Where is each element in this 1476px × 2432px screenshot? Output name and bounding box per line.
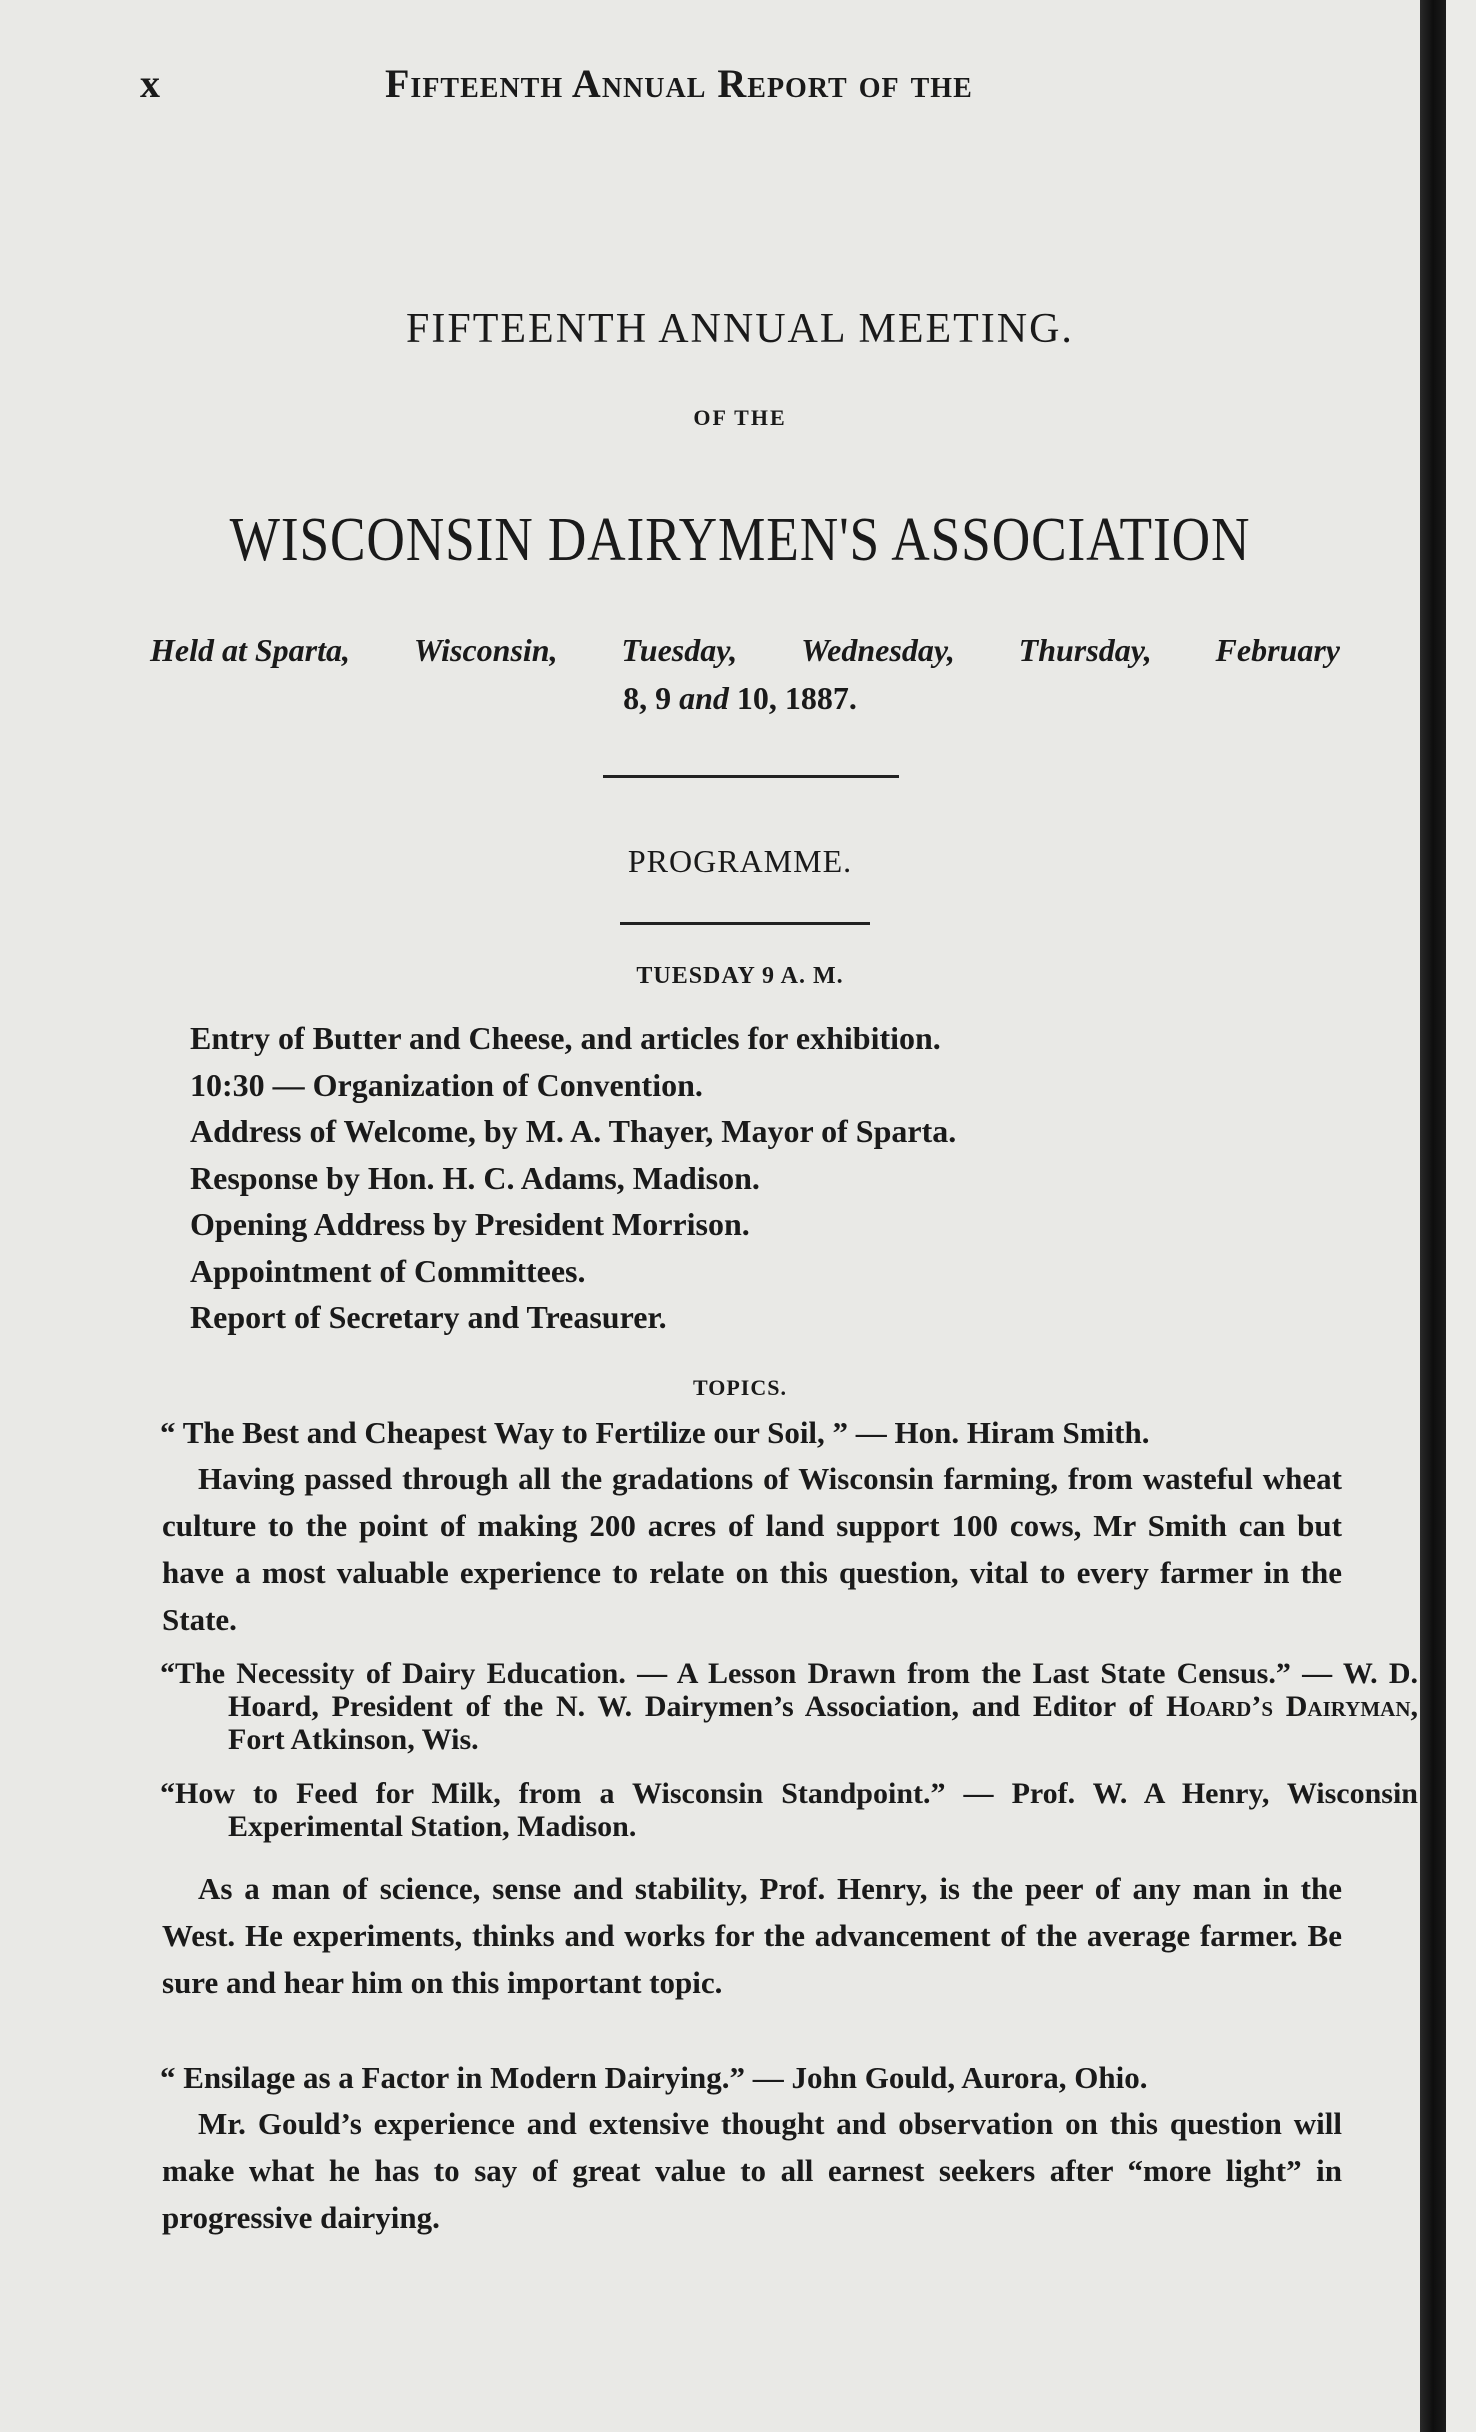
held-word: February: [1215, 632, 1340, 668]
schedule-item: Report of Secretary and Treasurer.: [190, 1299, 667, 1335]
schedule-list: [190, 1015, 1340, 1341]
schedule-item: Appointment of Committees.: [190, 1252, 586, 1289]
divider-rule: [603, 775, 899, 778]
of-the-heading: OF THE: [693, 405, 787, 430]
topic-description: Mr. Gould’s experience and extensive thought and observation on this question will make what he has to say of great value to all earnest seekers after “more light” in progressive dairying.: [162, 2106, 1342, 2235]
dates-and: and: [679, 680, 729, 716]
held-word: Wednesday,: [801, 632, 955, 668]
held-word: Held at Sparta,: [150, 632, 351, 668]
topic-title: “ Ensilage as a Factor in Modern Dairying.” — John Gould, Aurora, Ohio.: [160, 2060, 1148, 2095]
schedule-item: Opening Address by President Morrison.: [190, 1206, 750, 1242]
schedule-item: Response by Hon. H. C. Adams, Madison.: [190, 1159, 760, 1196]
topic-title: [160, 1657, 1418, 1756]
schedule-item: 10:30 — Organization of Convention.: [190, 1066, 703, 1103]
dates-last: 10, 1887.: [736, 680, 857, 716]
topic-description: As a man of science, sense and stability, Prof. Henry, is the peer of any man in the West. He experiments, thinks and works for the advancement of the average farmer. Be sure and hear him on this important topic.: [162, 1871, 1342, 2000]
meeting-heading: FIFTEENTH ANNUAL MEETING.: [406, 306, 1074, 352]
page-folio: x: [140, 61, 160, 106]
topic-text: “The Necessity of Dairy Education. — A Lesson Drawn from the Last State Census.” — W. D. Hoard, President of the N. W. Dairymen’s Association, and Editor of: [160, 1657, 1418, 1723]
programme-heading: PROGRAMME.: [627, 843, 853, 879]
running-head: [140, 60, 1400, 120]
dates-first: 8, 9: [623, 680, 672, 716]
held-word: Wisconsin,: [413, 632, 558, 668]
topic-title: “How to Feed for Milk, from a Wisconsin Standpoint.” — Prof. W. A Henry, Wisconsin Experimental Station, Madison.: [160, 1777, 1418, 1843]
schedule-item: Address of Welcome, by M. A. Thayer, Mayor of Sparta.: [190, 1113, 957, 1149]
session-heading: TUESDAY 9 A. M.: [636, 963, 844, 989]
association-heading: WISCONSIN DAIRYMEN'S ASSOCIATION: [229, 506, 1251, 574]
publication-name: Hoard’s Dairyman: [1166, 1690, 1411, 1723]
topic-text: , Fort Atkinson, Wis.: [228, 1690, 1418, 1756]
schedule-item: Entry of Butter and Cheese, and articles for exhibition.: [190, 1020, 941, 1056]
topics-heading: TOPICS.: [692, 1375, 787, 1400]
running-head-title: Fifteenth Annual Report of the: [385, 61, 973, 106]
held-at-line: [150, 632, 1340, 669]
topic-title: “ The Best and Cheapest Way to Fertilize our Soil, ” — Hon. Hiram Smith.: [160, 1415, 1150, 1450]
held-word: Thursday,: [1018, 632, 1152, 668]
held-word: Tuesday,: [621, 632, 738, 668]
page-edge: [1446, 0, 1476, 2432]
divider-rule: [620, 922, 870, 925]
book-binding-shadow: [1420, 0, 1446, 2432]
meeting-dates: [140, 680, 1340, 717]
topic-description: Having passed through all the gradations of Wisconsin farming, from wasteful wheat culture to the point of making 200 acres of land support 100 cows, Mr Smith can but have a most valuable experience to relate on this question, vital to every farmer in the State.: [162, 1461, 1342, 1637]
